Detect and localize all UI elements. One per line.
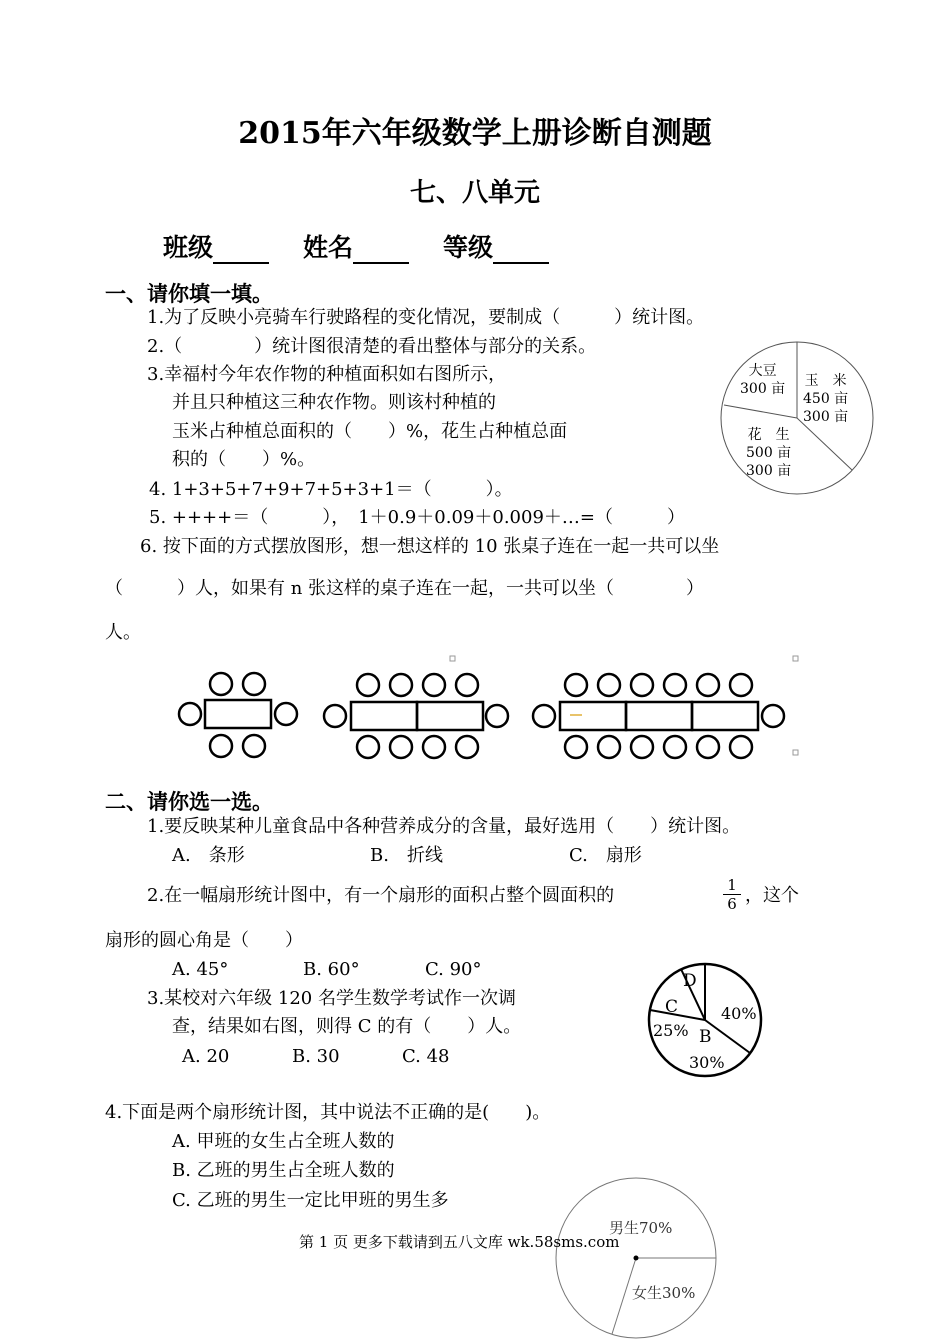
s2-question-2-line2: 扇形的圆心角是（ ） xyxy=(105,930,303,951)
s2-q4-option-a: A. 甲班的女生占全班人数的 xyxy=(172,1131,395,1152)
page-subtitle: 七、八单元 xyxy=(409,178,540,208)
s2-question-3-line1: 3.某校对六年级 120 名学生数学考试作一次调 xyxy=(147,988,516,1009)
s1-question-6-line2: （ ）人，如果有 n 张这样的桌子连在一起，一共可以坐（ ） xyxy=(105,578,705,599)
s2-q3-option-c: C. 48 xyxy=(402,1046,450,1067)
peanut-area-1: 500 亩 xyxy=(746,445,792,461)
s2-q1-option-b: B. 折线 xyxy=(370,845,443,866)
gender-pie-center xyxy=(634,1256,639,1261)
s2-q2-option-a: A. 45° xyxy=(172,959,229,980)
s2-q4-option-b: B. 乙班的男生占全班人数的 xyxy=(172,1160,395,1181)
soybean-name: 大豆 xyxy=(748,363,777,379)
grade-c-label: C xyxy=(665,997,679,1017)
s2-q2-line1-end: ，这个 xyxy=(745,885,799,906)
grade-b-percent: 30% xyxy=(689,1053,725,1072)
peanut-name: 花 生 xyxy=(747,427,790,443)
corn-area-1: 450 亩 xyxy=(803,391,849,407)
s2-q1-option-c: C. 扇形 xyxy=(569,845,642,866)
grade-c-percent: 25% xyxy=(653,1021,689,1040)
fraction-denominator: 6 xyxy=(727,895,737,913)
grade-d-label: D xyxy=(683,971,697,991)
s2-q3-option-b: B. 30 xyxy=(292,1046,340,1067)
section2-heading: 二、请你选一选。 xyxy=(105,789,273,814)
corn-area-2: 300 亩 xyxy=(803,409,849,425)
s1-question-3-line1: 3.幸福村今年农作物的种植面积如右图所示， xyxy=(147,364,507,385)
s1-question-3-line4: 积的（ ）%。 xyxy=(172,449,316,470)
page-footer: 第 1 页 更多下载请到五八文库 wk.58sms.com xyxy=(299,1233,620,1251)
s2-q3-option-a: A. 20 xyxy=(182,1046,230,1067)
grade-label: 等级 xyxy=(443,233,494,262)
s2-question-4: 4.下面是两个扇形统计图，其中说法不正确的是( )。 xyxy=(105,1102,551,1123)
grade-b-label: B xyxy=(699,1027,712,1047)
s2-q2-option-b: B. 60° xyxy=(303,959,360,980)
page-title: 2015年六年级数学上册诊断自测题 xyxy=(238,116,712,151)
s1-question-5: 5. ++++＝（ ）， 1＋0.9＋0.09＋0.009＋…=（ ） xyxy=(149,507,685,528)
s1-question-6-line3: 人。 xyxy=(105,622,141,643)
s2-q2-option-c: C. 90° xyxy=(425,959,482,980)
girls-label: 女生30% xyxy=(632,1284,696,1302)
s2-q1-option-a: A. 条形 xyxy=(172,845,245,866)
name-label: 姓名 xyxy=(303,233,354,262)
boys-label: 男生70% xyxy=(609,1219,673,1237)
section1-heading: 一、请你填一填。 xyxy=(105,281,273,306)
s1-question-3-line3: 玉米占种植总面积的（ ）%，花生占种植总面 xyxy=(172,421,568,442)
s1-question-2: 2.（ ）统计图很清楚的看出整体与部分的关系。 xyxy=(147,336,597,357)
s2-q4-option-c: C. 乙班的男生一定比甲班的男生多 xyxy=(172,1190,449,1211)
s2-q2-text: 2.在一幅扇形统计图中，有一个扇形的面积占整个圆面积的 xyxy=(147,885,615,906)
fraction-numerator: 1 xyxy=(723,876,741,895)
corn-name: 玉 米 xyxy=(804,373,847,389)
soybean-area: 300 亩 xyxy=(740,381,786,397)
s2-question-1: 1.要反映某种儿童食品中各种营养成分的含量，最好选用（ ）统计图。 xyxy=(147,816,741,837)
s1-question-1: 1.为了反映小亮骑车行驶路程的变化情况，要制成（ ）统计图。 xyxy=(147,307,705,328)
grade-a-percent: 40% xyxy=(721,1004,757,1023)
peanut-area-2: 300 亩 xyxy=(746,463,792,479)
s1-question-3-line2: 并且只种植这三种农作物。则该村种植的 xyxy=(172,392,496,413)
s1-question-4: 4. 1+3+5+7+9+7+5+3+1＝（ ）。 xyxy=(149,479,513,500)
s2-question-3-line2: 查，结果如右图，则得 C 的有（ ）人。 xyxy=(172,1016,522,1037)
s1-question-6-line1: 6. 按下面的方式摆放图形，想一想这样的 10 张桌子连在一起一共可以坐 xyxy=(140,536,720,557)
class-label: 班级 xyxy=(163,233,214,262)
